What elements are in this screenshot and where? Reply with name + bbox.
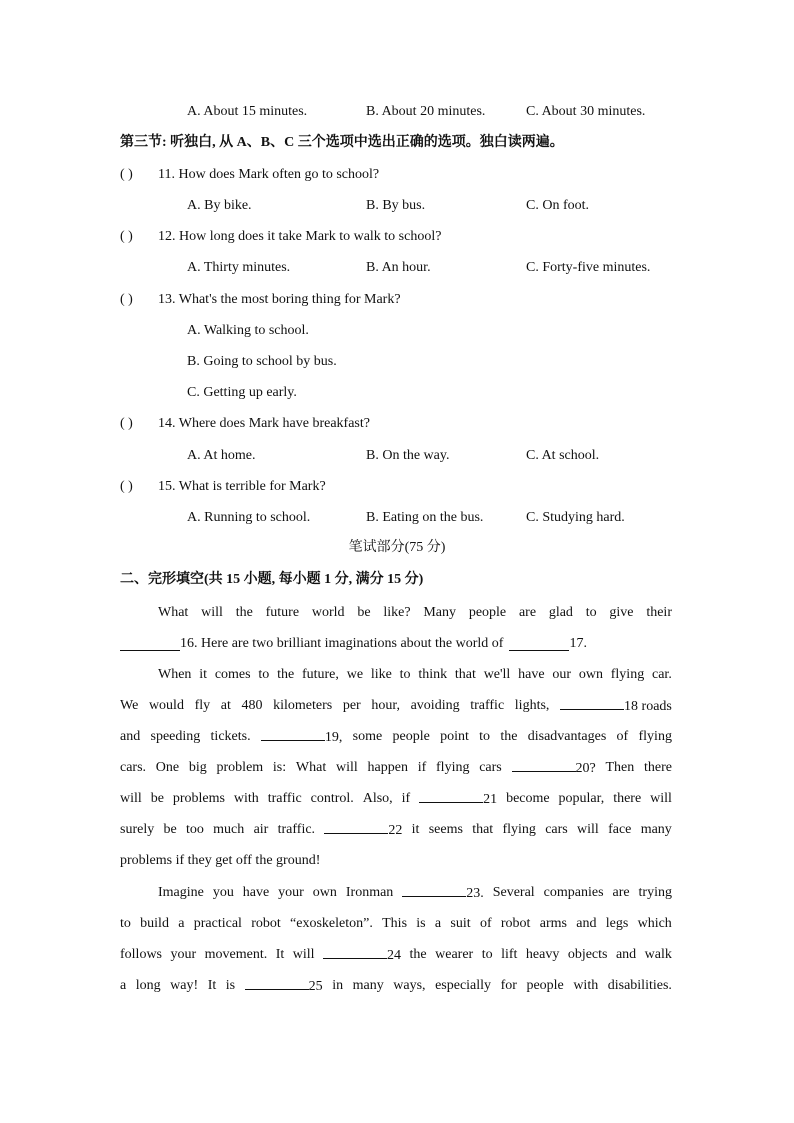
cloze-paragraph-3 bbox=[120, 877, 672, 1001]
word: walk bbox=[644, 946, 672, 962]
word: 18 roads bbox=[624, 698, 672, 714]
word: problem bbox=[216, 759, 264, 775]
blank-16[interactable] bbox=[120, 636, 180, 651]
q15-option-c: C. Studying hard. bbox=[526, 510, 625, 525]
word: build bbox=[140, 915, 169, 931]
blank-group bbox=[560, 695, 672, 717]
word: are bbox=[518, 604, 537, 620]
word: cars. bbox=[120, 759, 147, 775]
word: What bbox=[295, 759, 327, 775]
word: to bbox=[120, 915, 131, 931]
word: 22 bbox=[388, 822, 403, 838]
q12-option-b: B. An hour. bbox=[366, 260, 431, 275]
word: is: bbox=[272, 759, 287, 775]
word: too bbox=[186, 821, 204, 837]
blank-group bbox=[402, 882, 484, 904]
word: long bbox=[135, 977, 161, 993]
question-15-paren: ( ) bbox=[120, 479, 133, 494]
word: with bbox=[233, 790, 259, 806]
word: is bbox=[416, 915, 426, 931]
word: car. bbox=[652, 666, 672, 682]
word: will bbox=[292, 946, 315, 962]
word: own bbox=[578, 666, 603, 682]
word: we'll bbox=[483, 666, 511, 682]
blank-18[interactable] bbox=[560, 695, 624, 710]
q13-option-b: B. Going to school by bus. bbox=[187, 354, 337, 369]
word: big bbox=[188, 759, 207, 775]
word: comes bbox=[214, 666, 251, 682]
cloze-section-title: 二、完形填空(共 15 小题, 每小题 1 分, 满分 15 分) bbox=[120, 572, 424, 587]
word: speeding bbox=[150, 728, 201, 744]
word: flying bbox=[502, 821, 536, 837]
blank-22[interactable] bbox=[324, 819, 388, 834]
word: 24 bbox=[387, 947, 402, 963]
paragraph-text: 16. Here are two brilliant imaginations about the world of bbox=[180, 635, 504, 651]
word: robot bbox=[251, 915, 281, 931]
word: and bbox=[576, 915, 597, 931]
word: It bbox=[207, 977, 217, 993]
word: 20? bbox=[575, 760, 596, 776]
word: own bbox=[312, 884, 337, 900]
paragraph-line bbox=[120, 845, 672, 876]
word: heavy bbox=[525, 946, 560, 962]
q11-option-a: A. By bike. bbox=[187, 198, 252, 213]
word: per bbox=[342, 697, 361, 713]
word: ways, bbox=[393, 977, 426, 993]
word: will bbox=[577, 821, 599, 837]
word: our bbox=[552, 666, 572, 682]
word: air bbox=[253, 821, 269, 837]
paragraph-text: 17. bbox=[569, 635, 587, 651]
cloze-paragraph-2 bbox=[120, 659, 672, 876]
word: tickets. bbox=[210, 728, 251, 744]
blank-group bbox=[323, 944, 401, 966]
word: One bbox=[155, 759, 180, 775]
word: disabilities. bbox=[607, 977, 672, 993]
question-12-text: 12. How long does it take Mark to walk to school? bbox=[158, 229, 442, 244]
word: of bbox=[616, 728, 629, 744]
word: are bbox=[612, 884, 630, 900]
word: you bbox=[212, 884, 234, 900]
word: traffic. bbox=[277, 821, 316, 837]
word: the bbox=[235, 604, 253, 620]
word: 25 bbox=[308, 978, 323, 994]
paragraph-line bbox=[120, 628, 672, 659]
word: point bbox=[440, 728, 469, 744]
word: it bbox=[199, 666, 208, 682]
word: to bbox=[585, 604, 597, 620]
word: if bbox=[417, 759, 427, 775]
q13-option-a: A. Walking to school. bbox=[187, 323, 309, 338]
question-13-text: 13. What's the most boring thing for Mark? bbox=[158, 292, 401, 307]
word: will bbox=[650, 790, 672, 806]
word: like bbox=[370, 666, 392, 682]
word: objects bbox=[567, 946, 608, 962]
word: much bbox=[213, 821, 245, 837]
paragraph-line bbox=[120, 908, 672, 939]
blank-19[interactable] bbox=[261, 726, 325, 741]
word: Several bbox=[492, 884, 535, 900]
word: robot bbox=[500, 915, 531, 931]
word: the bbox=[277, 666, 295, 682]
q12-option-a: A. Thirty minutes. bbox=[187, 260, 291, 275]
word: the bbox=[409, 946, 427, 962]
paragraph-line bbox=[120, 939, 672, 970]
word: future, bbox=[301, 666, 339, 682]
word: legs bbox=[605, 915, 629, 931]
q15-option-b: B. Eating on the bus. bbox=[366, 510, 484, 525]
word: give bbox=[609, 604, 634, 620]
question-11-paren: ( ) bbox=[120, 167, 133, 182]
word: companies bbox=[543, 884, 604, 900]
word: in bbox=[332, 977, 344, 993]
word: traffic bbox=[470, 697, 505, 713]
word: fly bbox=[194, 697, 211, 713]
q14-option-c: C. At school. bbox=[526, 448, 600, 463]
word: We bbox=[120, 697, 139, 713]
word: for bbox=[500, 977, 517, 993]
word: become bbox=[506, 790, 550, 806]
word: your bbox=[170, 946, 197, 962]
paragraph-line bbox=[120, 752, 672, 783]
blank-20[interactable] bbox=[512, 757, 576, 772]
word: many bbox=[640, 821, 672, 837]
word: cars bbox=[545, 821, 568, 837]
word: What bbox=[158, 604, 189, 620]
word: Then bbox=[605, 759, 635, 775]
word: practical bbox=[193, 915, 242, 931]
question-11-text: 11. How does Mark often go to school? bbox=[158, 167, 380, 182]
word: the bbox=[500, 728, 518, 744]
word: if bbox=[401, 790, 411, 806]
word: to bbox=[399, 666, 411, 682]
word: that bbox=[472, 821, 494, 837]
word: disadvantages bbox=[527, 728, 607, 744]
word: at bbox=[220, 697, 231, 713]
paragraph-line bbox=[120, 877, 672, 908]
word: be bbox=[150, 790, 164, 806]
word: Also, bbox=[362, 790, 393, 806]
word: happen bbox=[367, 759, 408, 775]
word: “exoskeleton”. bbox=[290, 915, 373, 931]
blank-group bbox=[512, 757, 596, 779]
word: seems bbox=[428, 821, 463, 837]
word: people bbox=[468, 604, 507, 620]
paragraph-line bbox=[120, 597, 672, 628]
section3-title: 第三节: 听独白, 从 A、B、C 三个选项中选出正确的选项。独白读两遍。 bbox=[120, 135, 564, 150]
word: lights, bbox=[514, 697, 550, 713]
word: of bbox=[479, 915, 492, 931]
word: lift bbox=[501, 946, 518, 962]
q14-option-a: A. At home. bbox=[187, 448, 256, 463]
blank-25[interactable] bbox=[245, 975, 309, 990]
word: to bbox=[481, 946, 493, 962]
word: 23. bbox=[466, 885, 484, 901]
word: Ironman bbox=[345, 884, 394, 900]
word: your bbox=[278, 884, 304, 900]
word: be bbox=[357, 604, 371, 620]
word: is bbox=[225, 977, 236, 993]
word: a bbox=[178, 915, 185, 931]
word: future bbox=[265, 604, 300, 620]
word: popular, bbox=[558, 790, 605, 806]
paragraph-line bbox=[120, 970, 672, 1001]
paragraph-line bbox=[120, 721, 672, 752]
question-15-text: 15. What is terrible for Mark? bbox=[158, 479, 326, 494]
blank-group bbox=[324, 819, 402, 841]
word: glad bbox=[548, 604, 573, 620]
q10-option-b: B. About 20 minutes. bbox=[366, 104, 486, 119]
question-14-text: 14. Where does Mark have breakfast? bbox=[158, 416, 370, 431]
word: hour, bbox=[371, 697, 400, 713]
word: some bbox=[352, 728, 383, 744]
blank-23[interactable] bbox=[402, 882, 466, 897]
word: cars bbox=[479, 759, 502, 775]
word: a bbox=[434, 915, 442, 931]
paragraph-line bbox=[120, 659, 672, 690]
word: avoiding bbox=[410, 697, 460, 713]
word: suit bbox=[450, 915, 471, 931]
question-13-paren: ( ) bbox=[120, 292, 133, 307]
question-14-paren: ( ) bbox=[120, 416, 133, 431]
paragraph-line bbox=[120, 783, 672, 814]
word: like? bbox=[383, 604, 411, 620]
blank-group bbox=[245, 975, 323, 997]
word: to bbox=[479, 728, 491, 744]
q15-option-a: A. Running to school. bbox=[187, 510, 311, 525]
word: control. bbox=[310, 790, 354, 806]
word: wearer bbox=[435, 946, 474, 962]
word: flying bbox=[638, 728, 672, 744]
paragraph-line bbox=[120, 690, 672, 721]
word: will bbox=[335, 759, 358, 775]
word: their bbox=[646, 604, 672, 620]
q13-option-c: C. Getting up early. bbox=[187, 385, 297, 400]
word: which bbox=[637, 915, 672, 931]
q11-option-b: B. By bus. bbox=[366, 198, 426, 213]
word: many bbox=[352, 977, 384, 993]
word: have bbox=[242, 884, 270, 900]
word: we bbox=[346, 666, 364, 682]
word: kilometers bbox=[273, 697, 333, 713]
word: problems bbox=[172, 790, 225, 806]
word: Many bbox=[423, 604, 457, 620]
word: surely bbox=[120, 821, 155, 837]
word: way! bbox=[170, 977, 199, 993]
word: would bbox=[148, 697, 184, 713]
word: arms bbox=[539, 915, 567, 931]
word: a bbox=[120, 977, 127, 993]
word: 21 bbox=[483, 791, 498, 807]
word: and bbox=[615, 946, 637, 962]
paragraph-line bbox=[120, 814, 672, 845]
word: people bbox=[392, 728, 430, 744]
word: 19, bbox=[324, 729, 343, 745]
word: will bbox=[120, 790, 142, 806]
blank-17[interactable] bbox=[509, 636, 569, 651]
word: there bbox=[644, 759, 672, 775]
word: Imagine bbox=[158, 884, 204, 900]
word: there bbox=[613, 790, 642, 806]
q10-option-c: C. About 30 minutes. bbox=[526, 104, 646, 119]
word: it bbox=[411, 821, 420, 837]
blank-21[interactable] bbox=[419, 788, 483, 803]
word: with bbox=[573, 977, 599, 993]
word: people bbox=[526, 977, 564, 993]
word: world bbox=[311, 604, 345, 620]
word: have bbox=[518, 666, 545, 682]
word: It bbox=[275, 946, 285, 962]
q12-option-c: C. Forty-five minutes. bbox=[526, 260, 651, 275]
word: traffic bbox=[267, 790, 302, 806]
word: This bbox=[382, 915, 408, 931]
word: follows bbox=[120, 946, 162, 962]
word: to bbox=[258, 666, 270, 682]
word: flying bbox=[436, 759, 470, 775]
word: When bbox=[158, 666, 192, 682]
blank-group bbox=[419, 788, 497, 810]
blank-group bbox=[261, 726, 343, 748]
q10-option-a: A. About 15 minutes. bbox=[187, 104, 308, 119]
paragraph-text: problems if they get off the ground! bbox=[120, 852, 321, 868]
question-12-paren: ( ) bbox=[120, 229, 133, 244]
q14-option-b: B. On the way. bbox=[366, 448, 450, 463]
blank-24[interactable] bbox=[323, 944, 387, 959]
word: movement. bbox=[204, 946, 268, 962]
word: be bbox=[163, 821, 177, 837]
word: will bbox=[201, 604, 223, 620]
word: and bbox=[120, 728, 141, 744]
q11-option-c: C. On foot. bbox=[526, 198, 589, 213]
word: 480 bbox=[241, 697, 263, 713]
word: especially bbox=[435, 977, 492, 993]
cloze-paragraph-1 bbox=[120, 597, 672, 659]
word: face bbox=[608, 821, 632, 837]
word: that bbox=[454, 666, 476, 682]
written-part-title: 笔试部分(75 分) bbox=[348, 540, 446, 555]
word: trying bbox=[638, 884, 672, 900]
word: flying bbox=[610, 666, 645, 682]
word: think bbox=[418, 666, 448, 682]
